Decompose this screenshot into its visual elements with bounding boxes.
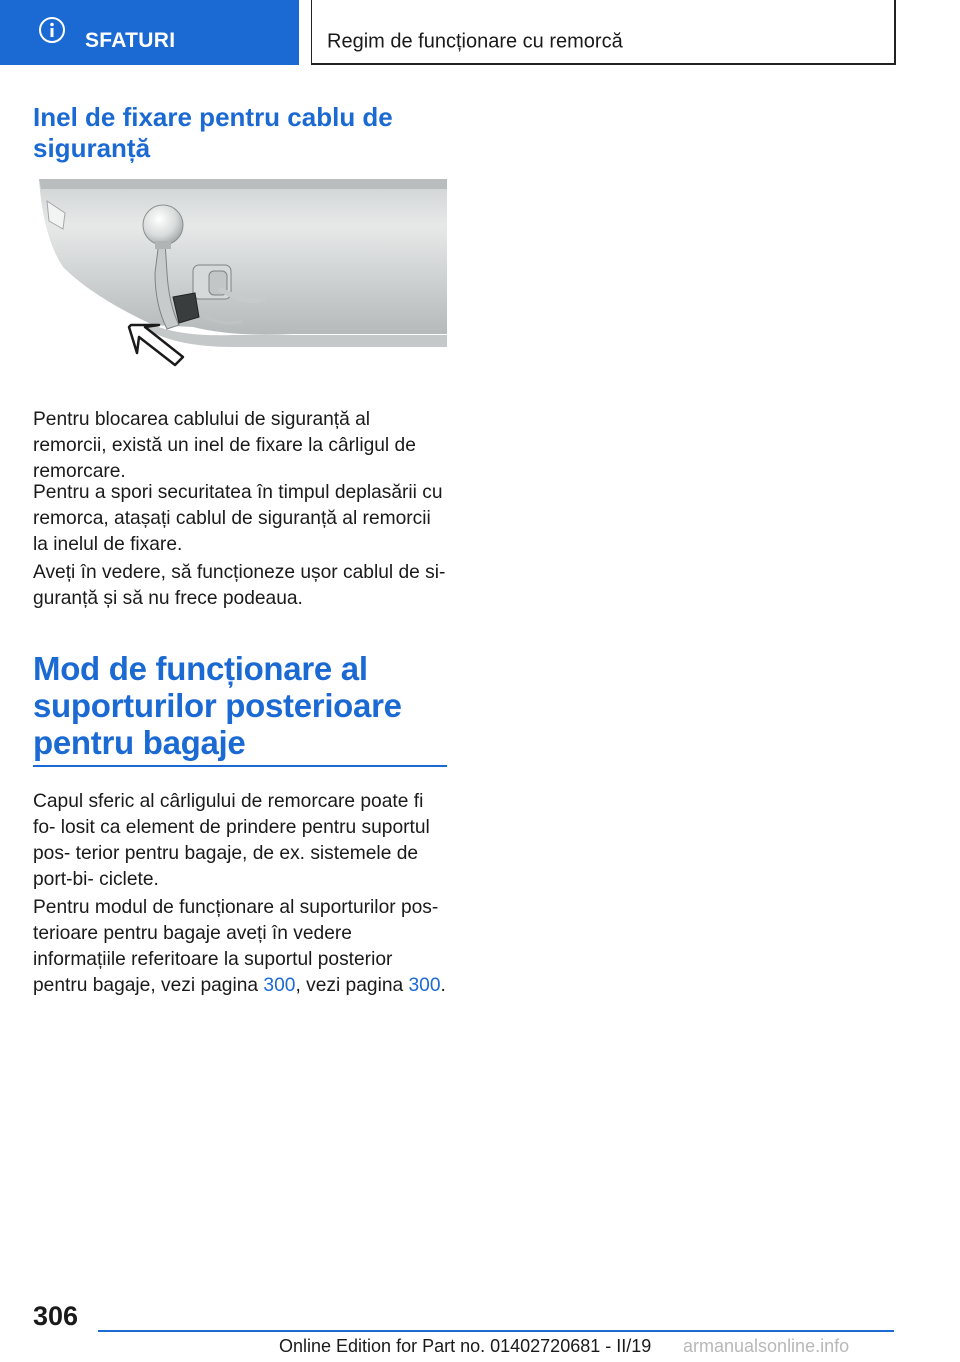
- header-chapter-box: [311, 0, 896, 65]
- paragraph-carrier-1: Capul sferic al cârligului de remorcare poate fi fo- losit ca element de prindere pentru suportul pos- terior pentru bagaje, de ex. sistemele de port-bi- ciclete.: [33, 791, 430, 890]
- tow-hitch-illustration: [33, 177, 447, 390]
- paragraph-safety-3: Aveți în vedere, să funcționeze ușor cablul de si- guranță și să nu frece podeaua.: [33, 562, 446, 609]
- section-heading-rear-luggage-carrier: Mod de funcționare al suporturilor posterioare pentru bagaje: [33, 650, 402, 761]
- paragraph-safety-1: Pentru blocarea cablului de siguranță al remorcii, există un inel de fixare la cârligul de remorcare.: [33, 409, 416, 482]
- paragraph-carrier-2-mid: , vezi pagina: [295, 975, 409, 996]
- watermark-text: armanualsonline.info: [683, 1336, 850, 1356]
- footer-rule: [98, 1330, 894, 1332]
- footer-edition-text: Online Edition for Part no. 01402720681 - II/19: [279, 1336, 652, 1356]
- paragraph-safety-2: Pentru a spori securitatea în timpul deplasării cu remorca, atașați cablul de siguranță al remorcii la inelul de fixare.: [33, 482, 443, 555]
- page-link-300-first[interactable]: 300: [263, 975, 296, 996]
- paragraph-carrier-2: [33, 895, 447, 999]
- header-section-tab: [0, 0, 299, 65]
- section-tab-label: SFATURI: [85, 29, 176, 52]
- chapter-title: Regim de funcționare cu remorcă: [327, 30, 623, 53]
- info-icon: [38, 16, 66, 44]
- paragraph-carrier-2-text: Pentru modul de funcționare al suporturilor pos- terioare pentru bagaje aveți în vedere informațiile referitoare la suportul posterior pentru bagaje, vezi pagina: [33, 897, 439, 996]
- section-heading-safety-cable-ring: Inel de fixare pentru cablu de siguranță: [33, 102, 393, 163]
- page-number: 306: [33, 1301, 79, 1331]
- page-link-300-second[interactable]: 300: [408, 975, 441, 996]
- heading-underline: [33, 765, 447, 767]
- paragraph-carrier-2-end: .: [440, 975, 446, 996]
